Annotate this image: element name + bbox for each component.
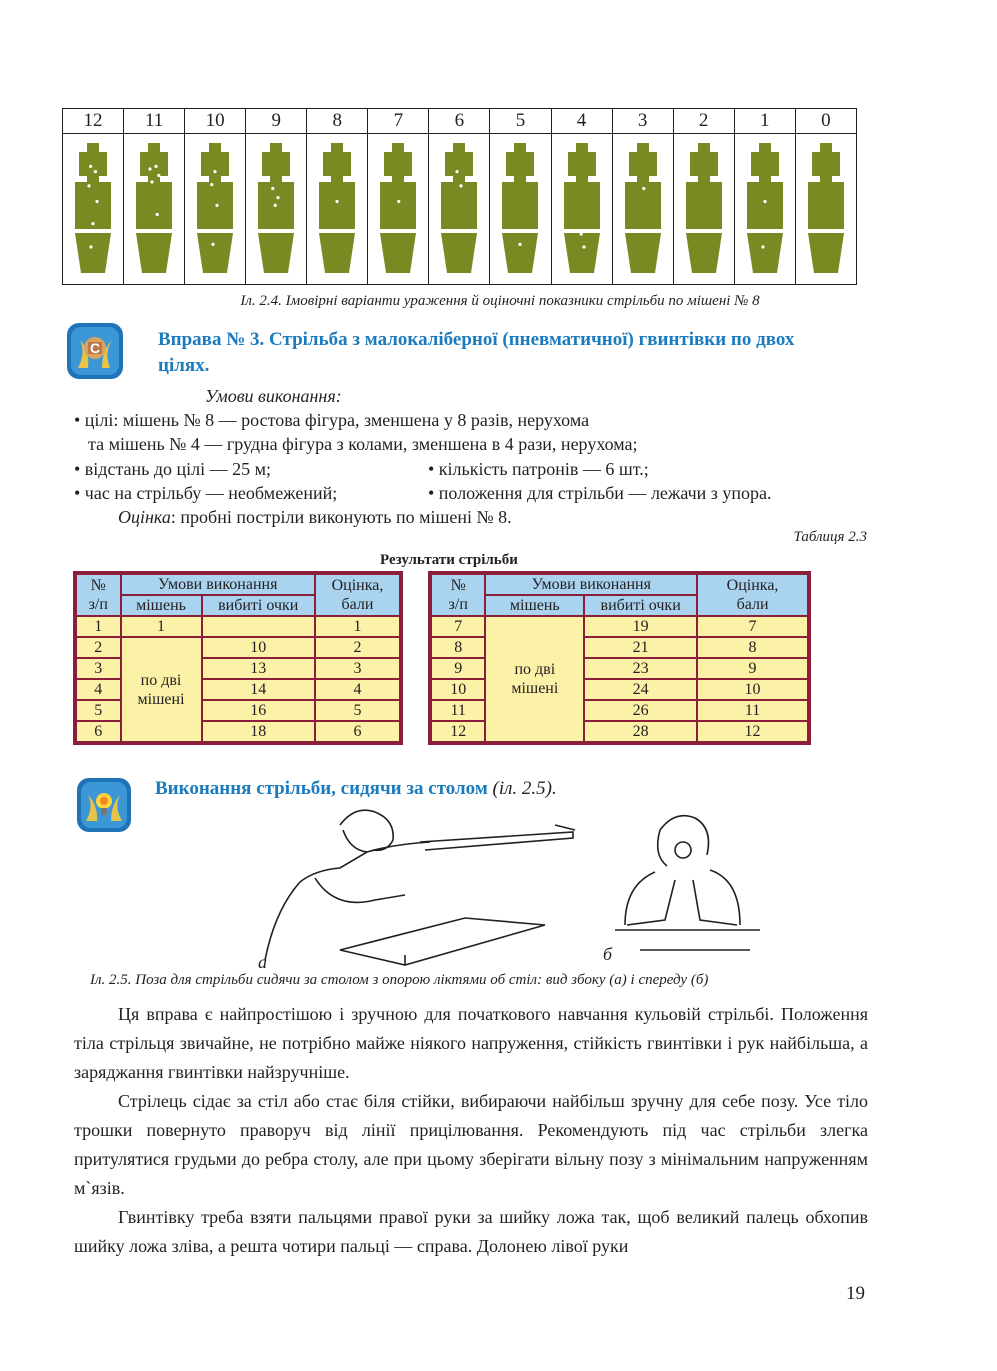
condition-distance: • відстань до цілі — 25 м; — [74, 459, 272, 479]
score-number: 6 — [429, 109, 490, 134]
header-number: № з/п — [432, 575, 484, 615]
figure-caption-2-4: Іл. 2.4. Імовірні варіанти ураження й оціночні показники стрільби по мішені № 8 — [240, 293, 760, 309]
row-points: 24 — [585, 680, 696, 699]
target-figure — [246, 134, 307, 285]
seated-ref: (іл. 2.5). — [487, 778, 557, 799]
paragraph-3: Гвинтівку треба взяти пальцями правої руки за шийку ложа так, щоб великий палець обхопив шийку ложа зліва, а решта чотири пальці — справа. Долонею лівої руки — [74, 1207, 868, 1256]
row-score: 1 — [316, 617, 399, 636]
table-row — [432, 617, 807, 636]
table-number: Таблиця 2.3 — [793, 529, 867, 545]
row-points: 10 — [203, 638, 314, 657]
row-points: 13 — [203, 659, 314, 678]
results-table-left — [73, 571, 403, 745]
row-score: 2 — [316, 638, 399, 657]
header-row — [432, 575, 807, 594]
table-row — [77, 617, 399, 636]
merged-target-cell: по дві мішені — [122, 638, 201, 741]
row-score: 12 — [698, 722, 807, 741]
row-points: 18 — [203, 722, 314, 741]
merged-target-cell: по дві мішені — [486, 617, 583, 741]
header-target: мішень — [122, 596, 201, 615]
conditions-label: Умови виконання: — [205, 386, 342, 406]
score-number: 8 — [307, 109, 368, 134]
header-score: Оцінка, бали — [316, 575, 399, 615]
row-score: 9 — [698, 659, 807, 678]
row-score: 3 — [316, 659, 399, 678]
header-points: вибиті очки — [203, 596, 314, 615]
row-points: 19 — [585, 617, 696, 636]
figure-caption-2-5: Іл. 2.5. Поза для стрільби сидячи за столом з опорою ліктями об стіл: вид збоку (а) і спереду (б) — [90, 972, 709, 988]
score-number: 4 — [551, 109, 612, 134]
row-score: 5 — [316, 701, 399, 720]
score-number: 9 — [246, 109, 307, 134]
table-row — [77, 638, 399, 657]
header-conditions: Умови виконання — [486, 575, 696, 594]
target-figure — [551, 134, 612, 285]
row-points: 26 — [585, 701, 696, 720]
header-target: мішень — [486, 596, 583, 615]
target-figure — [795, 134, 856, 285]
body-text — [74, 1000, 868, 1261]
row-number: 6 — [77, 722, 120, 741]
row-target: 1 — [122, 617, 201, 636]
row-points: 14 — [203, 680, 314, 699]
target-figure — [63, 134, 124, 285]
paragraph-1: Ця вправа є найпростішою і зручною для початкового навчання кульовій стрільбі. Положення тіла стрільця звичайне, не потрібно майже ніякого напруження, стійкість гвинтівки і рук найбільша, а заряджання гвинтівки найзручніше. — [74, 1004, 868, 1082]
score-number: 1 — [734, 109, 795, 134]
header-number: № з/п — [77, 575, 120, 615]
exercise-title — [158, 327, 878, 379]
evaluation-line — [118, 505, 512, 529]
label-b: б — [603, 944, 613, 964]
seated-heading — [155, 776, 557, 802]
score-number: 11 — [124, 109, 185, 134]
target-figure — [307, 134, 368, 285]
target-figure — [673, 134, 734, 285]
row-score: 6 — [316, 722, 399, 741]
row-number: 12 — [432, 722, 484, 741]
paragraph-2: Стрілець сідає за стіл або стає біля стійки, вибираючи найбільш зручну для себе позу. Усе тіло трошки повернуто праворуч від лінії прицілювання. Рекомендують під час стрільби злегка притулятися грудьми до ребра столу, але при цьому зберігати вільну позу з мінімальним напруженням м`язів. — [74, 1091, 868, 1198]
row-number: 11 — [432, 701, 484, 720]
row-number: 8 — [432, 638, 484, 657]
header-row — [77, 575, 399, 594]
lamp-icon — [76, 777, 134, 835]
header-score: Оцінка, бали — [698, 575, 807, 615]
condition-line-2: та мішень № 4 — грудна фігура з колами, зменшена в 4 рази, нерухома; — [88, 434, 638, 454]
row-number: 4 — [77, 680, 120, 699]
row-points: 23 — [585, 659, 696, 678]
condition-time: • час на стрільбу — необмежений; — [74, 483, 338, 503]
score-number-row — [63, 109, 857, 134]
svg-text:С: С — [89, 340, 101, 356]
score-number: 10 — [185, 109, 246, 134]
target-figure — [612, 134, 673, 285]
row-number: 1 — [77, 617, 120, 636]
row-points — [203, 617, 314, 636]
row-number: 9 — [432, 659, 484, 678]
condition-line-1: • цілі: мішень № 8 — ростова фігура, зменшена у 8 разів, нерухома — [74, 410, 590, 430]
row-number: 5 — [77, 701, 120, 720]
header-conditions: Умови виконання — [122, 575, 314, 594]
results-table-right — [428, 571, 811, 745]
row-points: 16 — [203, 701, 314, 720]
table-title: Результати стрільби — [380, 552, 518, 568]
shooting-pose-illustration — [255, 800, 775, 970]
condition-cartridges: • кількість патронів — 6 шт.; — [428, 459, 649, 479]
score-number: 12 — [63, 109, 124, 134]
score-number: 5 — [490, 109, 551, 134]
header-points: вибиті очки — [585, 596, 696, 615]
row-points: 21 — [585, 638, 696, 657]
target-strip-table — [62, 108, 857, 285]
score-number: 0 — [795, 109, 856, 134]
row-number: 7 — [432, 617, 484, 636]
row-points: 28 — [585, 722, 696, 741]
exercise-icon — [66, 322, 124, 380]
row-number: 2 — [77, 638, 120, 657]
row-score: 11 — [698, 701, 807, 720]
row-number: 3 — [77, 659, 120, 678]
target-figure — [429, 134, 490, 285]
row-score: 7 — [698, 617, 807, 636]
exercise-title-line1: Вправа № 3. Стрільба з малокаліберної (пневматичної) гвинтівки по двох — [158, 329, 795, 350]
target-figure — [490, 134, 551, 285]
exercise-title-line2: цілях. — [158, 355, 210, 376]
score-number: 3 — [612, 109, 673, 134]
score-number: 7 — [368, 109, 429, 134]
condition-position: • положення для стрільби — лежачи з упора. — [428, 483, 772, 503]
evaluation-label: Оцінка — [118, 507, 171, 527]
seated-title: Виконання стрільби, сидячи за столом — [155, 778, 488, 799]
row-score: 10 — [698, 680, 807, 699]
page-number: 19 — [846, 1283, 865, 1304]
row-number: 10 — [432, 680, 484, 699]
target-figure — [185, 134, 246, 285]
score-number: 2 — [673, 109, 734, 134]
label-a: а — [258, 952, 267, 972]
target-figure-row — [63, 134, 857, 285]
target-figure — [124, 134, 185, 285]
row-score: 8 — [698, 638, 807, 657]
evaluation-text: : пробні постріли виконують по мішені № 8. — [170, 507, 512, 527]
row-score: 4 — [316, 680, 399, 699]
target-figure — [734, 134, 795, 285]
target-figure — [368, 134, 429, 285]
